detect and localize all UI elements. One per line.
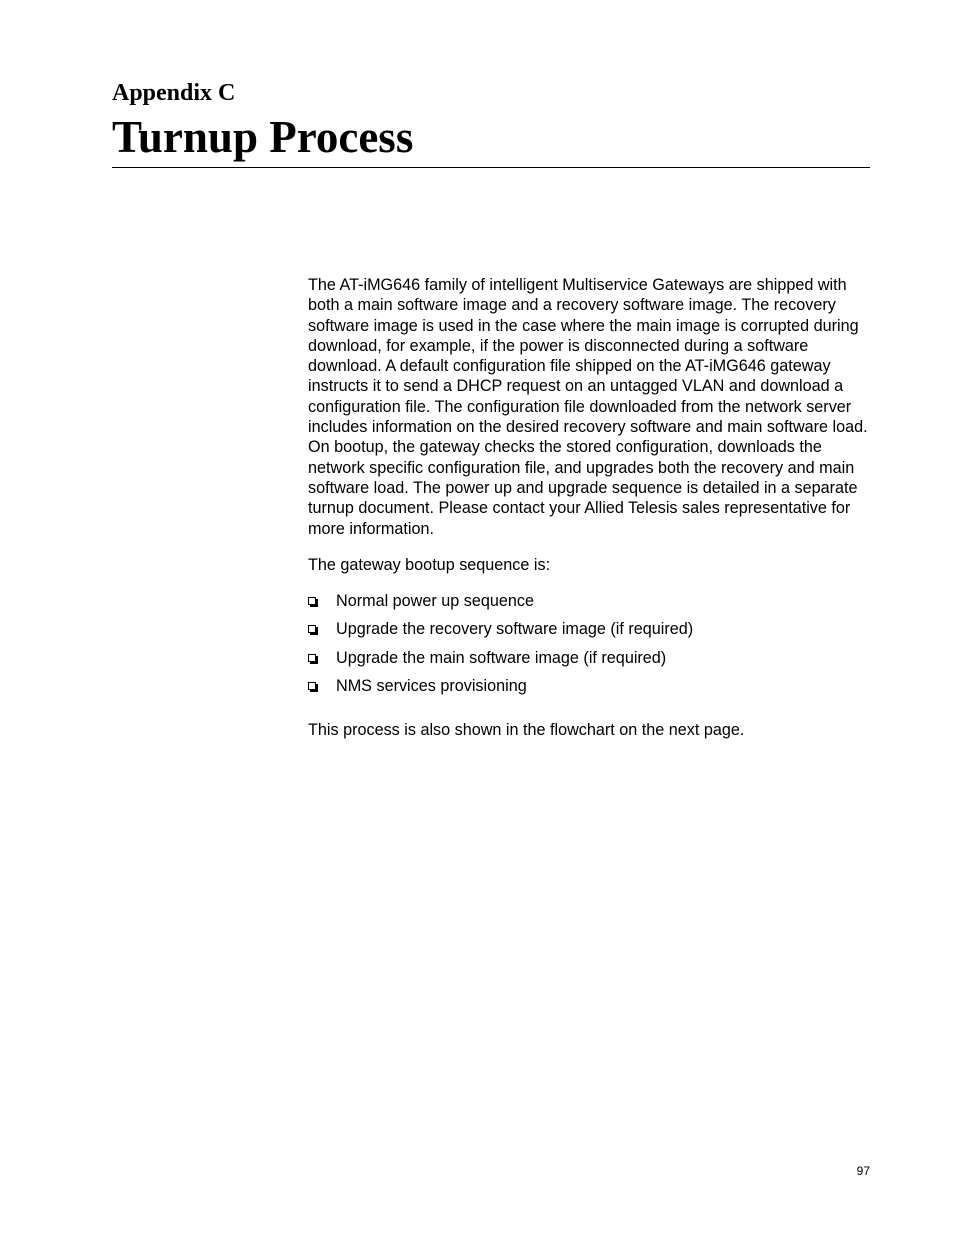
box-bullet-icon [308,597,316,605]
list-item [308,676,873,704]
bootup-sequence-list [308,591,873,704]
box-bullet-icon [308,654,316,662]
body-content [308,275,873,740]
list-item-text: Upgrade the recovery software image (if required) [336,620,694,639]
box-bullet-icon [308,625,316,633]
chapter-title: Turnup Process [112,112,414,162]
appendix-label: Appendix C [112,80,236,106]
title-divider [112,167,870,168]
sequence-intro-paragraph: The gateway bootup sequence is: [308,555,551,574]
closing-paragraph: This process is also shown in the flowchart on the next page. [308,720,745,739]
page-number: 97 [856,1164,870,1178]
list-item-text: NMS services provisioning [336,676,527,695]
list-item-text: Upgrade the main software image (if required) [336,648,667,667]
list-item-text: Normal power up sequence [336,592,534,611]
list-item [308,619,873,647]
list-item [308,648,873,676]
list-item [308,591,873,619]
intro-paragraph: The AT-iMG646 family of intelligent Multiservice Gateways are shipped with both a main software image and a recovery software image. The recovery software image is used in the case where the main image is corrupted during download, for example, if the power is disconnected during a software download. A default configuration file shipped on the AT-iMG646 gateway instructs it to send a DHCP request on an untagged VLAN and download a configuration file. The configuration file downloaded from the network server includes information on the desired recovery software and main software load. On bootup, the gateway checks the stored configuration, downloads the network specific configuration file, and upgrades both the recovery and main software load. The power up and upgrade sequence is detailed in a separate turnup document. Please contact your Allied Telesis sales representative for more information. [308,276,868,538]
box-bullet-icon [308,682,316,690]
